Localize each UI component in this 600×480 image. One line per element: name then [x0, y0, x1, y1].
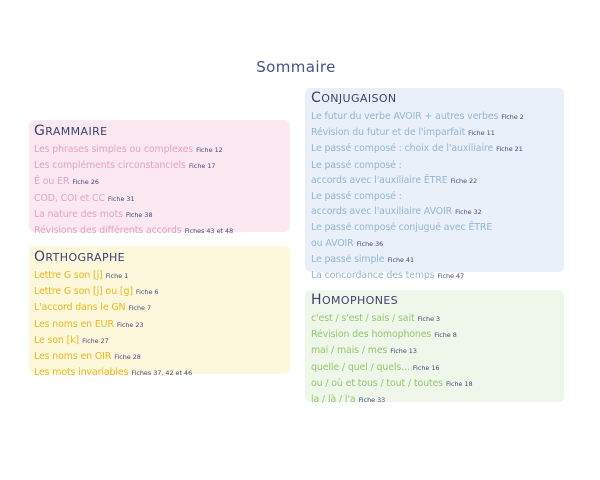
- heading-initial: O: [34, 249, 46, 265]
- toc-entry[interactable]: [311, 343, 558, 359]
- section-homophones: [305, 290, 564, 406]
- entry-title: Les noms en EUR: [34, 318, 114, 330]
- section-heading: [34, 250, 285, 265]
- fiche-reference: Fiche 12: [196, 146, 223, 154]
- entry-title: La nature des mots: [34, 208, 123, 220]
- entry-title: Les phrases simples ou complexes: [34, 144, 194, 155]
- entry-title: quelle / quel / quels...: [311, 361, 410, 373]
- toc-entry[interactable]: [34, 207, 285, 223]
- fiche-reference: Fiche 22: [450, 176, 478, 185]
- fiche-reference: Fiche 1: [105, 272, 129, 280]
- heading-rest: OMOPHONES: [321, 294, 399, 307]
- fiche-reference: Fiche 33: [358, 396, 386, 405]
- entry-title: Le futur du verbe AVOIR + autres verbes: [311, 111, 499, 122]
- toc-entry[interactable]: [311, 327, 558, 343]
- heading-initial: G: [34, 123, 46, 139]
- toc-entry[interactable]: [311, 311, 558, 327]
- section-grammaire: [29, 120, 290, 237]
- item-list: [34, 268, 285, 381]
- fiche-reference: Fiche 27: [82, 336, 109, 345]
- toc-entry[interactable]: [34, 365, 285, 381]
- entry-title: Le passé simple: [311, 253, 385, 265]
- toc-entry[interactable]: [34, 142, 285, 158]
- fiche-reference: Fiche 38: [125, 210, 153, 219]
- item-list: [311, 311, 558, 408]
- fiche-reference: Fiche 32: [455, 208, 482, 217]
- fiche-reference: Fiche 23: [116, 320, 144, 329]
- entry-title: Le son [k]: [34, 334, 80, 346]
- fiche-reference: Fiche 3: [417, 315, 441, 323]
- fiche-reference: Fiche 28: [114, 353, 141, 362]
- fiche-reference: Fiche 7: [128, 304, 152, 313]
- fiche-reference: Fiche 31: [107, 194, 135, 203]
- fiche-reference: Fiche 2: [501, 113, 524, 121]
- toc-entry[interactable]: [311, 220, 558, 251]
- heading-initial: C: [311, 90, 322, 106]
- toc-entry[interactable]: [34, 223, 285, 239]
- section-orthographe: [29, 246, 290, 379]
- toc-entry[interactable]: [311, 125, 558, 141]
- fiche-reference: Fiche 17: [188, 162, 216, 171]
- entry-title: Le passé composé :: [311, 159, 402, 171]
- entry-title: mai / mais / mes: [311, 345, 388, 357]
- entry-title: Lettre G son [j] ou [g]: [34, 286, 133, 298]
- entry-title: COD, COI et CC: [34, 192, 105, 204]
- entry-title-continued: ou AVOIR: [311, 237, 354, 249]
- heading-rest: ONJUGAISON: [321, 92, 397, 105]
- fiche-reference: Fiche 21: [496, 145, 523, 154]
- entry-title: Révisions des différents accords: [34, 225, 182, 237]
- toc-entry[interactable]: [311, 376, 558, 392]
- fiche-reference: Fiche 36: [356, 239, 384, 248]
- toc-entry[interactable]: [311, 141, 558, 157]
- fiche-reference: Fiche 47: [437, 272, 465, 281]
- item-list: [34, 142, 285, 239]
- fiche-reference: Fiche 18: [445, 379, 473, 388]
- heading-rest: RTHOGRAPHE: [45, 251, 126, 264]
- fiche-reference: Fiche 6: [135, 288, 159, 297]
- toc-entry[interactable]: [34, 349, 285, 365]
- toc-entry[interactable]: [34, 268, 285, 284]
- entry-title: c'est / s'est / sais / sait: [311, 313, 415, 324]
- entry-title: La concordance des temps: [311, 270, 435, 282]
- fiche-reference: Fiche 11: [468, 129, 495, 138]
- entry-title: Les compléments circonstanciels: [34, 160, 186, 172]
- toc-entry[interactable]: [311, 360, 558, 376]
- entry-title: Le passé composé : choix de l'auxiliaire: [311, 143, 494, 155]
- entry-title-continued: accords avec l'auxiliaire ÊTRE: [311, 174, 448, 186]
- entry-title: Les mots invariables: [34, 367, 129, 379]
- fiche-reference: Fiche 41: [387, 255, 415, 264]
- heading-initial: H: [311, 292, 322, 308]
- entry-title: Révision du futur et de l'imparfait: [311, 127, 466, 139]
- toc-entry[interactable]: [311, 392, 558, 408]
- fiche-reference: Fiche 13: [390, 347, 417, 356]
- section-conjugaison: [305, 88, 564, 282]
- entry-title-continued: accords avec l'auxiliaire AVOIR: [311, 206, 453, 218]
- toc-entry[interactable]: [34, 284, 285, 300]
- heading-rest: RAMMAIRE: [45, 125, 108, 138]
- entry-title: É ou ER: [34, 176, 70, 188]
- toc-entry[interactable]: [34, 333, 285, 349]
- toc-entry[interactable]: [34, 158, 285, 174]
- toc-entry[interactable]: [311, 158, 558, 189]
- entry-title: Le passé composé conjugué avec ÊTRE: [311, 222, 493, 234]
- fiche-reference: Fiche 8: [434, 331, 457, 340]
- entry-title: Révision des homophones: [311, 329, 432, 341]
- section-heading: [34, 124, 285, 139]
- section-heading: [311, 293, 558, 308]
- toc-entry[interactable]: [34, 317, 285, 333]
- section-heading: [311, 91, 558, 106]
- toc-entry[interactable]: [311, 109, 558, 125]
- fiche-reference: Fiche 26: [72, 178, 99, 187]
- entry-title: la / là / l'a: [311, 394, 356, 406]
- fiche-reference: Fiches 43 et 48: [184, 227, 234, 236]
- toc-entry[interactable]: [311, 268, 558, 284]
- fiche-reference: Fiches 37, 42 et 46: [131, 369, 193, 378]
- entry-title: Les noms en OIR: [34, 351, 112, 363]
- page-title: Sommaire: [256, 58, 336, 76]
- toc-entry[interactable]: [34, 174, 285, 190]
- toc-entry[interactable]: [34, 300, 285, 316]
- toc-entry[interactable]: [311, 189, 558, 220]
- entry-title: Le passé composé :: [311, 191, 402, 203]
- entry-title: Lettre G son [j]: [34, 270, 103, 281]
- entry-title: ou / où et tous / tout / toutes: [311, 377, 443, 389]
- toc-entry[interactable]: [34, 191, 285, 207]
- item-list: [311, 109, 558, 284]
- fiche-reference: Fiche 16: [412, 363, 440, 372]
- entry-title: L'accord dans le GN: [34, 302, 126, 314]
- toc-entry[interactable]: [311, 252, 558, 268]
